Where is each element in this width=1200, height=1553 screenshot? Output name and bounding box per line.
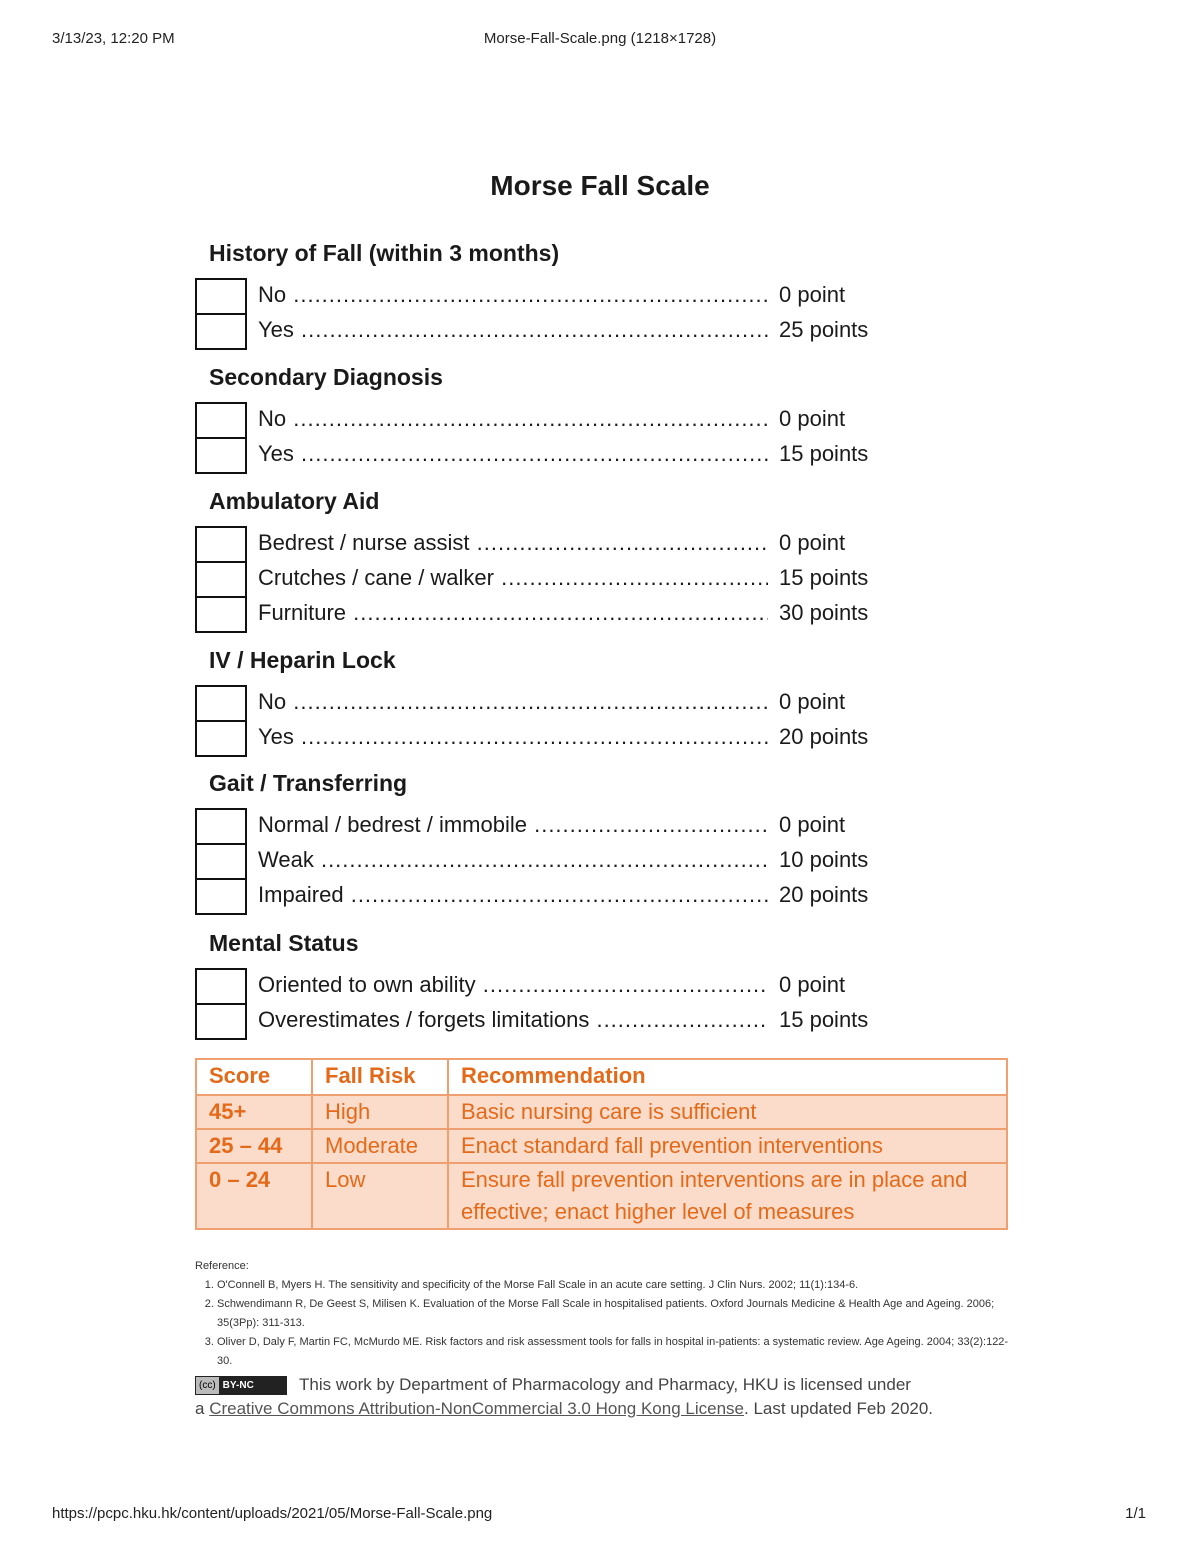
checkbox-diagnosis-no[interactable] — [195, 402, 247, 437]
option-points: 0 point — [779, 282, 846, 307]
print-datetime: 3/13/23, 12:20 PM — [52, 30, 175, 47]
section-title: Mental Status — [209, 930, 359, 956]
cell-score: 25 – 44 — [196, 1129, 312, 1163]
section-mental-status — [195, 928, 895, 1038]
option-label: Weak ..... — [258, 845, 768, 875]
license-notice — [195, 1373, 1015, 1421]
option-label: Yes ..... — [258, 315, 768, 345]
cell-recommendation: Ensure fall prevention interventions are in place and effective; enact higher level of measures — [448, 1163, 1007, 1229]
license-link[interactable]: Creative Commons Attribution-NonCommercial 3.0 Hong Kong License — [209, 1399, 744, 1418]
checkbox-gait-weak[interactable] — [195, 843, 247, 878]
cc-license-badge[interactable] — [195, 1376, 287, 1395]
option-row — [195, 808, 895, 843]
cell-fall-risk: High — [312, 1095, 448, 1129]
section-title: IV / Heparin Lock — [209, 647, 396, 673]
option-points: 20 points — [779, 724, 869, 749]
section-secondary-diagnosis — [195, 362, 895, 472]
references-title: Reference: — [195, 1260, 249, 1272]
option-points: 0 point — [779, 812, 846, 837]
option-row — [195, 685, 895, 720]
cell-fall-risk: Low — [312, 1163, 448, 1229]
cell-fall-risk: Moderate — [312, 1129, 448, 1163]
license-line-1: This work by Department of Pharmacology and Pharmacy, HKU is licensed under — [299, 1375, 911, 1394]
option-row — [195, 526, 895, 561]
checkbox-iv-yes[interactable] — [195, 720, 247, 757]
cc-badge-text: BY-NC — [222, 1380, 254, 1392]
table-row — [196, 1129, 1007, 1163]
option-points: 30 points — [779, 600, 869, 625]
section-title: History of Fall (within 3 months) — [209, 240, 560, 266]
checkbox-aid-crutches[interactable] — [195, 561, 247, 596]
option-row — [195, 278, 895, 313]
option-points: 15 points — [779, 441, 869, 466]
section-ambulatory-aid — [195, 486, 895, 631]
option-row — [195, 402, 895, 437]
option-row — [195, 313, 895, 348]
option-points: 15 points — [779, 1007, 869, 1032]
cell-score: 0 – 24 — [196, 1163, 312, 1229]
option-row — [195, 720, 895, 755]
checkbox-iv-no[interactable] — [195, 685, 247, 720]
table-header-row — [196, 1059, 1007, 1095]
option-row — [195, 1003, 895, 1038]
option-label: Bedrest / nurse assist ..... — [258, 528, 768, 558]
option-row — [195, 437, 895, 472]
cell-recommendation: Enact standard fall prevention interventions — [448, 1129, 1007, 1163]
option-points: 15 points — [779, 565, 869, 590]
header-score: Score — [196, 1059, 312, 1095]
section-title: Secondary Diagnosis — [209, 364, 443, 390]
checkbox-diagnosis-yes[interactable] — [195, 437, 247, 474]
section-iv-heparin-lock — [195, 645, 895, 755]
option-points: 10 points — [779, 847, 869, 872]
header-fall-risk: Fall Risk — [312, 1059, 448, 1095]
reference-item: 1. O'Connell B, Myers H. The sensitivity and specificity of the Morse Fall Scale in an acute care setting. J Clin Nurs. 2002; 11(1):134-6. — [217, 1276, 1015, 1295]
license-prefix: a — [195, 1399, 210, 1418]
option-label: No ..... — [258, 687, 768, 717]
section-title: Ambulatory Aid — [209, 488, 380, 514]
checkbox-gait-impaired[interactable] — [195, 878, 247, 915]
cc-icon: (cc) — [196, 1377, 219, 1394]
option-label: Furniture ..... — [258, 598, 768, 628]
table-row — [196, 1163, 1007, 1229]
option-points: 25 points — [779, 317, 869, 342]
print-url: https://pcpc.hku.hk/content/uploads/2021/05/Morse-Fall-Scale.png — [52, 1505, 493, 1522]
fall-risk-table — [195, 1058, 1008, 1230]
option-label: Oriented to own ability ..... — [258, 970, 768, 1000]
checkbox-history-no[interactable] — [195, 278, 247, 313]
cell-score: 45+ — [196, 1095, 312, 1129]
option-label: Overestimates / forgets limitations ..... — [258, 1005, 768, 1035]
option-label: Crutches / cane / walker ..... — [258, 563, 768, 593]
option-points: 0 point — [779, 689, 846, 714]
checkbox-gait-normal[interactable] — [195, 808, 247, 843]
cell-recommendation: Basic nursing care is sufficient — [448, 1095, 1007, 1129]
option-points: 0 point — [779, 406, 846, 431]
checkbox-history-yes[interactable] — [195, 313, 247, 350]
reference-item: 2. Schwendimann R, De Geest S, Milisen K. Evaluation of the Morse Fall Scale in hospitalised patients. Oxford Journals Medicine & Health Age and Ageing. 2006; 35(3Pp): 311-313. — [217, 1295, 1015, 1333]
checkbox-aid-furniture[interactable] — [195, 596, 247, 633]
option-row — [195, 561, 895, 596]
option-row — [195, 968, 895, 1003]
checkbox-mental-oriented[interactable] — [195, 968, 247, 1003]
checkbox-mental-overestimates[interactable] — [195, 1003, 247, 1040]
section-history-of-fall — [195, 238, 895, 348]
option-label: Yes ..... — [258, 722, 768, 752]
section-title: Gait / Transferring — [209, 770, 408, 796]
option-points: 0 point — [779, 530, 846, 555]
option-label: Normal / bedrest / immobile ..... — [258, 810, 768, 840]
print-page-count: 1/1 — [1125, 1505, 1146, 1522]
option-points: 0 point — [779, 972, 846, 997]
page-title: Morse Fall Scale — [490, 170, 710, 201]
option-row — [195, 596, 895, 631]
option-points: 20 points — [779, 882, 869, 907]
print-file-title: Morse-Fall-Scale.png (1218×1728) — [483, 30, 717, 47]
option-label: No ..... — [258, 280, 768, 310]
option-row — [195, 843, 895, 878]
option-label: Yes ..... — [258, 439, 768, 469]
section-gait-transferring — [195, 768, 895, 913]
reference-item: 3. Oliver D, Daly F, Martin FC, McMurdo ME. Risk factors and risk assessment tools for falls in hospital in-patients: a systematic review. Age Ageing. 2004; 33(2):122-30. — [217, 1333, 1015, 1371]
references-list — [195, 1276, 1015, 1371]
table-row — [196, 1095, 1007, 1129]
option-label: No ..... — [258, 404, 768, 434]
option-row — [195, 878, 895, 913]
option-label: Impaired ..... — [258, 880, 768, 910]
header-recommendation: Recommendation — [448, 1059, 1007, 1095]
license-suffix: . Last updated Feb 2020. — [744, 1399, 934, 1418]
references — [195, 1257, 1015, 1371]
checkbox-aid-bedrest[interactable] — [195, 526, 247, 561]
